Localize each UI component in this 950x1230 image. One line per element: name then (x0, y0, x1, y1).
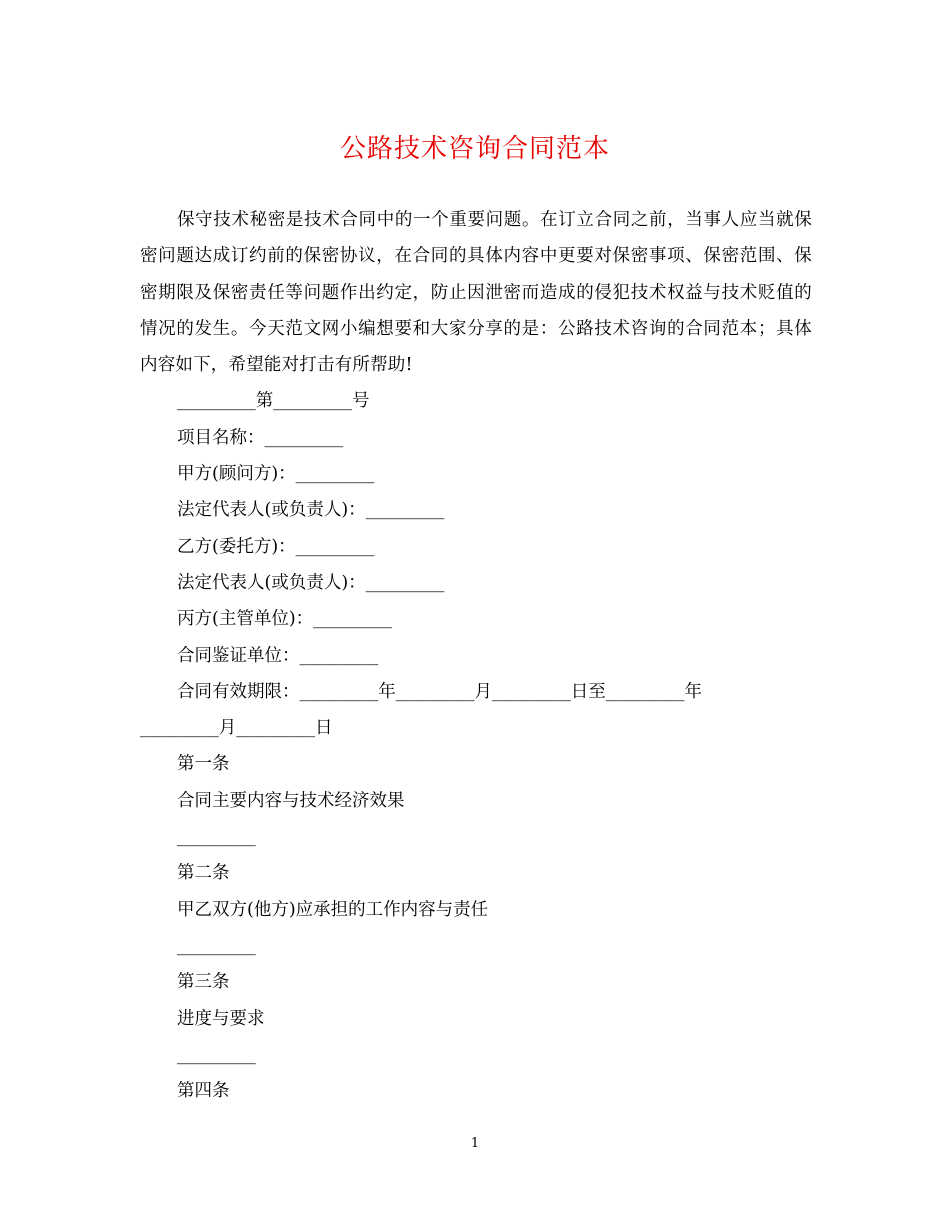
document-body (140, 202, 812, 1109)
article-1-body: 合同主要内容与技术经济效果 (177, 790, 405, 811)
article-1-heading: 第一条 (177, 754, 230, 775)
article-4-heading: 第四条 (177, 1081, 230, 1102)
field-party-c: 丙方(主管单位)：_________ (177, 609, 392, 630)
contract-number-line: _________第_________号 (177, 391, 370, 412)
article-2-blank: _________ (177, 935, 256, 956)
article-1-blank: _________ (177, 827, 256, 848)
field-party-a-representative: 法定代表人(或负责人)：_________ (177, 500, 445, 521)
field-party-a: 甲方(顾问方)：_________ (177, 464, 375, 485)
article-3-heading: 第三条 (177, 972, 230, 993)
article-3-blank: _________ (177, 1044, 256, 1065)
validity-period-continuation: _________月_________日 (140, 718, 333, 739)
page-number: 1 (470, 1136, 480, 1151)
field-project-name: 项目名称：_________ (177, 427, 344, 448)
field-verification-unit: 合同鉴证单位：_________ (177, 645, 379, 666)
document-title: 公路技术咨询合同范本 (339, 134, 610, 164)
article-2-body: 甲乙双方(他方)应承担的工作内容与责任 (177, 899, 489, 920)
field-party-b-representative: 法定代表人(或负责人)：_________ (177, 572, 445, 593)
article-2-heading: 第二条 (177, 863, 230, 884)
field-party-b: 乙方(委托方)：_________ (177, 536, 375, 557)
validity-period-line: 合同有效期限：_________年_________月_________日至_________年 (177, 681, 702, 702)
article-3-body: 进度与要求 (177, 1008, 265, 1029)
intro-paragraph: 保守技术秘密是技术合同中的一个重要问题。在订立合同之前，当事人应当就保密问题达成订约前的保密协议，在合同的具体内容中更要对保密事项、保密范围、保密期限及保密责任等问题作出约定，防止因泄密而造成的侵犯技术权益与技术贬值的情况的发生。今天范文网小编想要和大家分享的是：公路技术咨询的合同范本；具体内容如下，希望能对打击有所帮助! (140, 210, 812, 376)
